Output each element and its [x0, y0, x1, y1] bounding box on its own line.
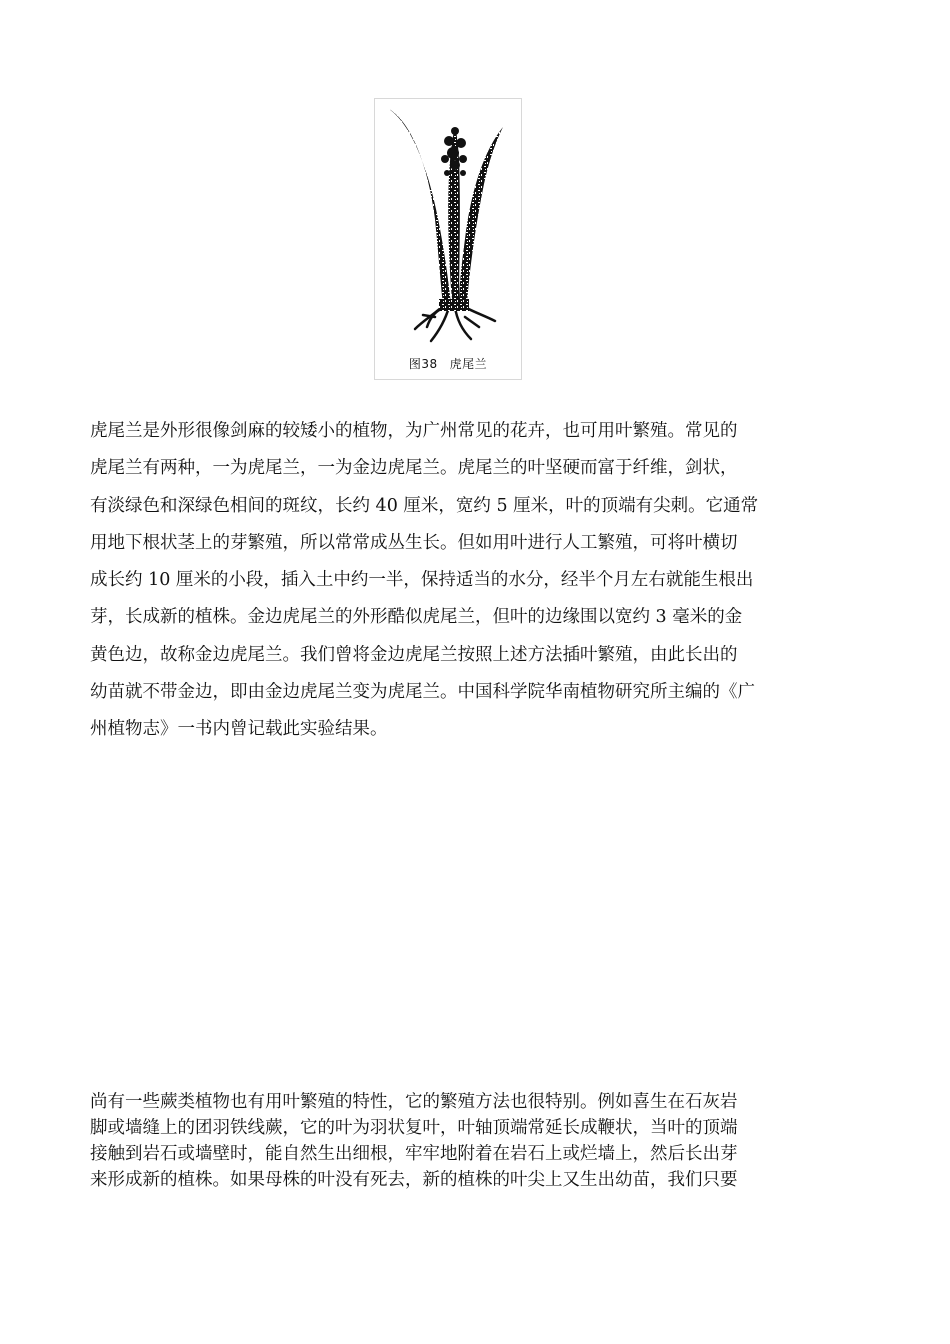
paragraph-tiger-tail-orchid — [90, 413, 810, 749]
paragraph-line: 成长约 10 厘米的小段，插入土中约一半，保持适当的水分，经半个月左右就能生根出 — [90, 570, 754, 591]
figure-tiger-tail-orchid — [374, 98, 522, 380]
paragraph-line: 虎尾兰是外形很像剑麻的较矮小的植物，为广州常见的花卉，也可用叶繁殖。常见的 — [90, 421, 738, 441]
plant-illustration — [375, 99, 523, 349]
paragraph-line: 用地下根状茎上的芽繁殖，所以常常成丛生长。但如用叶进行人工繁殖，可将叶横切 — [90, 532, 738, 553]
paragraph-fern — [90, 1089, 810, 1193]
figure-number: 图38 — [408, 357, 438, 371]
root-base — [439, 299, 469, 311]
paragraph-line: 来形成新的植株。如果母株的叶没有死去，新的植株的叶尖上又生出幼苗，我们只要 — [90, 1170, 738, 1190]
paragraph-line: 幼苗就不带金边，即由金边虎尾兰变为虎尾兰。中国科学院华南植物研究所主编的《广 — [90, 682, 755, 703]
paragraph-line: 黄色边，故称金边虎尾兰。我们曾将金边虎尾兰按照上述方法插叶繁殖，由此长出的 — [90, 644, 738, 665]
paragraph-line: 尚有一些蕨类植物也有用叶繁殖的特性，它的繁殖方法也很特别。例如喜生在石灰岩 — [90, 1092, 738, 1112]
figure-caption — [375, 355, 521, 372]
right-leaf — [459, 127, 503, 304]
paragraph-line: 接触到岩石或墙壁时，能自然生出细根，牢牢地附着在岩石上或烂墙上，然后长出芽 — [90, 1144, 738, 1164]
paragraph-line: 有淡绿色和深绿色相间的斑纹，长约 40 厘米，宽约 5 厘米，叶的顶端有尖刺。它通常 — [90, 495, 759, 516]
left-leaf — [389, 109, 451, 304]
paragraph-line: 芽，长成新的植株。金边虎尾兰的外形酷似虎尾兰，但叶的边缘围以宽约 3 毫米的金 — [90, 607, 743, 628]
paragraph-line: 州植物志》一书内曾记载此实验结果。 — [90, 719, 388, 740]
flower-cluster — [441, 127, 467, 176]
paragraph-line: 脚或墙缝上的团羽铁线蕨，它的叶为羽状复叶，叶轴顶端常延长成鞭状，当叶的顶端 — [90, 1118, 738, 1138]
figure-title: 虎尾兰 — [449, 357, 488, 371]
paragraph-line: 虎尾兰有两种，一为虎尾兰，一为金边虎尾兰。虎尾兰的叶坚硬而富于纤维，剑状， — [90, 458, 738, 479]
